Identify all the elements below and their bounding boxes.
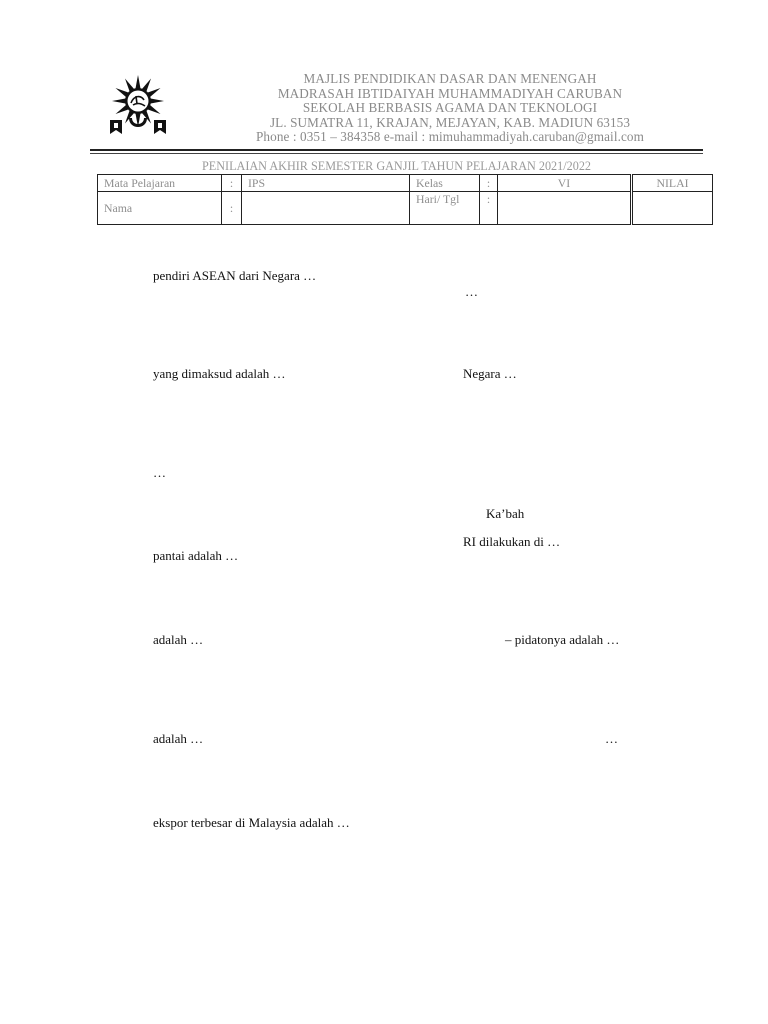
question-fragment-8: pantai adalah … bbox=[153, 548, 239, 563]
letterhead-line-2: MADRASAH IBTIDAIYAH MUHAMMADIYAH CARUBAN bbox=[277, 85, 623, 101]
question-fragment-6: Ka’bah bbox=[486, 506, 525, 521]
date-field[interactable] bbox=[498, 192, 632, 225]
subject-label: Mata Pelajaran bbox=[98, 175, 222, 192]
question-fragment-2: … bbox=[465, 284, 478, 299]
name-label: Nama bbox=[98, 192, 222, 225]
question-fragment-1: pendiri ASEAN dari Negara … bbox=[153, 268, 317, 283]
letterhead-line-5: Phone : 0351 – 384358 e-mail : mimuhammadiyah.caruban@gmail.com bbox=[256, 129, 644, 145]
letterhead-line-4: JL. SUMATRA 11, KRAJAN, MEJAYAN, KAB. MADIUN 63153 bbox=[269, 114, 631, 130]
exam-title: PENILAIAN AKHIR SEMESTER GANJIL TAHUN PELAJARAN 2021/2022 bbox=[201, 159, 592, 173]
class-value: VI bbox=[498, 175, 632, 192]
subject-value: IPS bbox=[242, 175, 410, 192]
score-field[interactable] bbox=[632, 192, 713, 225]
student-info-table bbox=[97, 174, 713, 225]
header-divider-thin bbox=[90, 153, 703, 154]
question-fragment-13: ekspor terbesar di Malaysia adalah … bbox=[153, 815, 350, 830]
header-divider-thick bbox=[90, 149, 703, 151]
class-colon: : bbox=[480, 175, 498, 192]
muhammadiyah-logo-icon bbox=[100, 74, 178, 138]
question-fragment-10: – pidatonya adalah … bbox=[505, 632, 620, 647]
question-fragment-4: Negara … bbox=[463, 366, 517, 381]
date-colon: : bbox=[480, 192, 498, 225]
date-label: Hari/ Tgl bbox=[410, 192, 480, 225]
question-fragment-7: RI dilakukan di … bbox=[463, 534, 561, 549]
name-field[interactable] bbox=[242, 192, 410, 225]
question-fragment-11: adalah … bbox=[153, 731, 204, 746]
question-fragment-3: yang dimaksud adalah … bbox=[153, 366, 286, 381]
letterhead bbox=[210, 72, 690, 145]
question-fragment-9: adalah … bbox=[153, 632, 204, 647]
subject-colon: : bbox=[222, 175, 242, 192]
letterhead-line-1: MAJLIS PENDIDIKAN DASAR DAN MENENGAH bbox=[303, 71, 597, 86]
score-label: NILAI bbox=[632, 175, 713, 192]
letterhead-line-3: SEKOLAH BERBASIS AGAMA DAN TEKNOLOGI bbox=[302, 100, 598, 116]
question-fragment-5: … bbox=[153, 465, 166, 480]
name-colon: : bbox=[222, 192, 242, 225]
class-label: Kelas bbox=[410, 175, 480, 192]
question-fragment-12: … bbox=[605, 731, 618, 746]
